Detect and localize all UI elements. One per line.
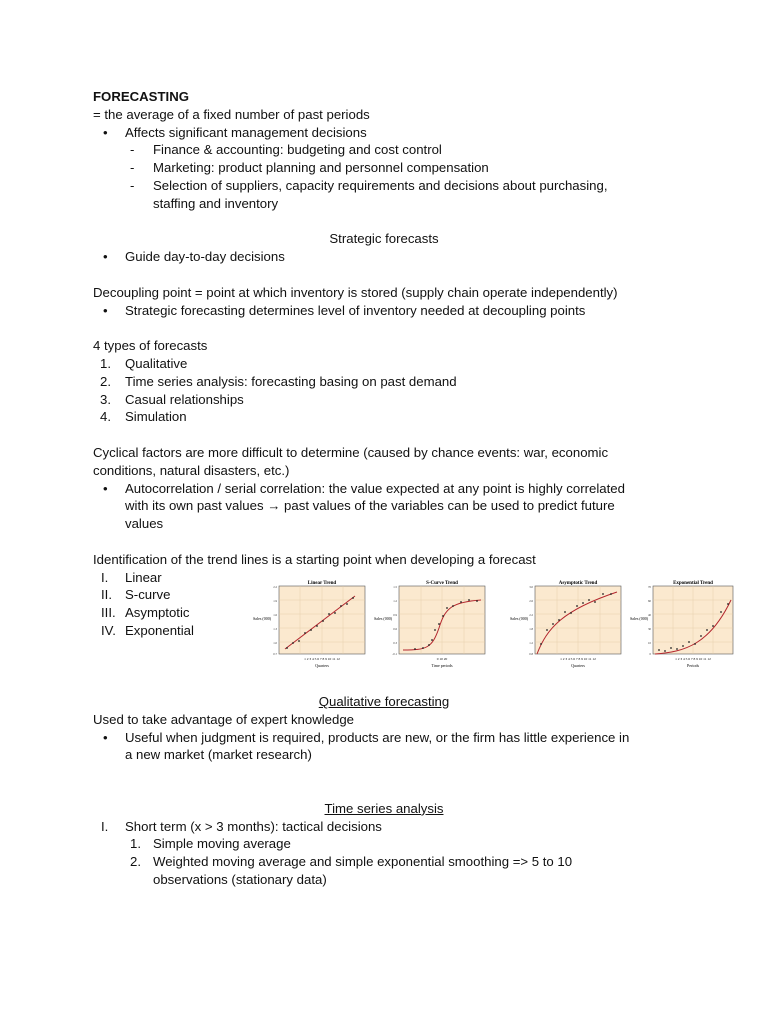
svg-text:2.6: 2.6 [529, 599, 533, 603]
type-item: 4. Simulation [100, 409, 187, 425]
bullet-autocorrelation-cont2: values [125, 516, 164, 532]
trend-item: III. Asymptotic [101, 605, 190, 621]
chart-linear [252, 578, 371, 670]
svg-text:10: 10 [648, 641, 651, 645]
svg-text:40: 40 [648, 613, 651, 617]
bullet-affects: • Affects significant management decisions [103, 124, 367, 140]
x-tick-labels: 1 2 3 4 5 6 7 8 9 10 11 12 [675, 657, 711, 661]
chart-exponential [629, 578, 751, 670]
chart-title: S-Curve Trend [426, 581, 458, 586]
svg-text:1.6: 1.6 [273, 613, 277, 617]
svg-text:1.8: 1.8 [529, 627, 533, 631]
ts-item: 2. Weighted moving average and simple exponential smoothing => 5 to 10 [130, 854, 573, 870]
y-tick-labels [273, 585, 277, 656]
bullet-decoupling: • Strategic forecasting determines level of inventory needed at decoupling points [103, 302, 586, 318]
chart-s-curve [373, 578, 493, 670]
sub-finance: - Finance & accounting: budgeting and cost control [130, 142, 442, 158]
doc-title: FORECASTING [93, 89, 189, 104]
svg-text:1.2: 1.2 [393, 599, 397, 603]
sub-suppliers: - Selection of suppliers, capacity requirements and decisions about purchasing, [130, 177, 608, 193]
svg-text:3.0: 3.0 [529, 585, 533, 589]
ts-item-cont: observations (stationary data) [153, 872, 327, 888]
svg-text:0.8: 0.8 [529, 652, 533, 656]
svg-text:0.3: 0.3 [393, 641, 397, 645]
svg-text:60: 60 [648, 599, 651, 603]
x-axis-label: Quarters [571, 663, 585, 668]
x-axis-label: Quarters [315, 663, 329, 668]
svg-text:-0.1: -0.1 [392, 652, 397, 656]
y-tick-labels [529, 585, 533, 656]
svg-text:1.9: 1.9 [273, 599, 277, 603]
y-axis-label: Sales (000) [252, 616, 272, 621]
svg-text:70: 70 [648, 585, 651, 589]
arrow-right-icon: → [267, 498, 281, 514]
heading-timeseries: Time series analysis [324, 800, 444, 816]
y-axis-label: Sales (000) [373, 616, 393, 621]
bullet-strategic: • Guide day-to-day decisions [103, 249, 285, 265]
heading-qualitative: Qualitative forecasting [318, 694, 450, 710]
heading-strategic: Strategic forecasts [329, 231, 439, 247]
bullet-autocorrelation: • Autocorrelation / serial correlation: the value expected at any point is highly correlated [103, 480, 625, 496]
ts-item: 1. Simple moving average [130, 836, 291, 852]
svg-text:1.0: 1.0 [273, 641, 277, 645]
x-tick-labels: 1 2 3 4 5 6 7 8 9 10 11 12 [560, 657, 596, 661]
qualitative-text: Used to take advantage of expert knowledge [93, 711, 354, 727]
chart-title: Exponential Trend [673, 581, 713, 586]
types-heading: 4 types of forecasts [93, 338, 208, 354]
sub-suppliers-cont: staffing and inventory [153, 195, 279, 211]
x-axis-label: Periods [687, 663, 699, 668]
trend-text: Identification of the trend lines is a starting point when developing a forecast [93, 551, 536, 567]
svg-text:1.3: 1.3 [273, 627, 277, 631]
x-tick-labels: 0 10 20 [436, 657, 448, 661]
bullet-qualitative-cont: a new market (market research) [125, 747, 312, 763]
sub-marketing: - Marketing: product planning and personnel compensation [130, 160, 489, 176]
type-item: 2. Time series analysis: forecasting basing on past demand [100, 373, 457, 389]
svg-text:1.5: 1.5 [393, 585, 397, 589]
chart-asymptotic [509, 578, 629, 670]
trend-item: I. Linear [101, 569, 162, 585]
svg-text:2.2: 2.2 [273, 585, 277, 589]
y-tick-labels [392, 585, 397, 656]
bullet-qualitative: • Useful when judgment is required, products are new, or the firm has little experience in [103, 729, 630, 745]
svg-text:0.6: 0.6 [393, 627, 397, 631]
document-page [93, 88, 693, 889]
chart-title: Linear Trend [307, 581, 337, 586]
type-item: 3. Casual relationships [100, 391, 244, 407]
timeseries-roman: I. Short term (x > 3 months): tactical decisions [101, 818, 382, 834]
x-axis-label: Time periods [431, 663, 453, 668]
decoupling-text: Decoupling point = point at which inventory is stored (supply chain operate independently) [93, 284, 618, 300]
trend-charts [252, 578, 735, 670]
cyclical-line1: Cyclical factors are more difficult to determine (caused by chance events: war, economic [93, 444, 609, 460]
svg-text:30: 30 [648, 627, 651, 631]
svg-text:0: 0 [649, 652, 651, 656]
chart-title: Asymptotic Trend [558, 581, 598, 586]
definition: = the average of a fixed number of past periods [93, 106, 370, 122]
x-tick-labels: 1 2 3 4 5 6 7 8 9 10 11 12 [304, 657, 340, 661]
svg-text:0.7: 0.7 [273, 652, 277, 656]
trend-item: IV. Exponential [101, 622, 194, 638]
svg-text:2.2: 2.2 [529, 613, 533, 617]
y-axis-label: Sales (000) [629, 616, 649, 621]
y-axis-label: Sales (000) [509, 616, 529, 621]
svg-text:1.2: 1.2 [529, 641, 533, 645]
trend-item: II. S-curve [101, 587, 171, 603]
cyclical-line2: conditions, natural disasters, etc.) [93, 462, 290, 478]
y-tick-labels [648, 585, 652, 656]
svg-text:0.9: 0.9 [393, 613, 397, 617]
type-item: 1. Qualitative [100, 355, 188, 371]
bullet-autocorrelation-cont: with its own past values → past values of the variables can be used to predict future [125, 498, 615, 514]
